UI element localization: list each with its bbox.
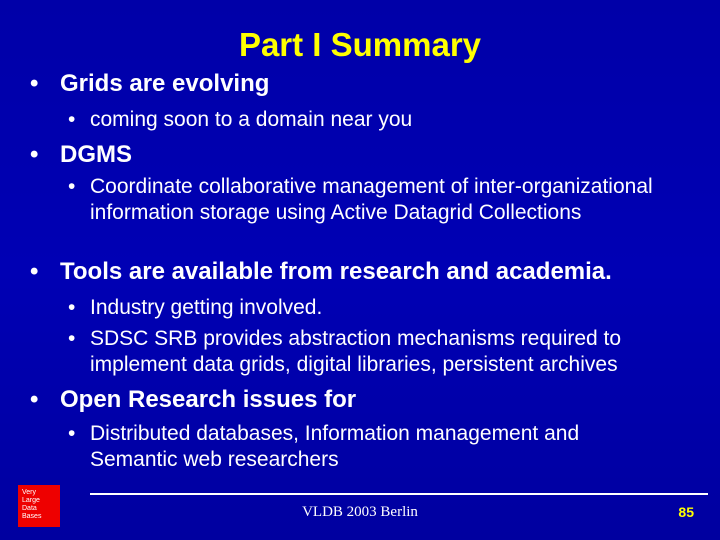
bullet-icon: • [68,327,76,350]
bullet-icon: • [30,258,39,285]
bullet-icon: • [30,386,39,413]
bullet-text: DGMS [60,141,132,168]
sub-bullet-text: coming soon to a domain near you [90,108,413,131]
bullet-icon: • [68,175,76,198]
bullet-icon: • [30,141,39,168]
bullet-icon: • [30,70,39,97]
sub-bullet-text: Distributed databases, Information management and Semantic web researchers [90,422,580,471]
logo-line: Large [22,497,40,504]
sub-bullet-item [68,295,720,321]
page-number: 85 [678,504,694,520]
sub-bullet-text: SDSC SRB provides abstraction mechanisms required to implement data grids, digital libraries, persistent archives [90,327,622,376]
bullet-icon: • [68,108,76,131]
sub-bullet-text: Industry getting involved. [90,296,323,319]
bullet-icon: • [68,296,76,319]
sub-bullet-text: Coordinate collaborative management of inter-organizational information storage using Active Datagrid Collections [90,175,653,224]
logo-line: Bases [22,513,42,520]
logo-line: Very [22,489,37,496]
logo-line: Data [22,505,37,512]
slide-title: Part I Summary [238,26,482,63]
bullet-icon: • [68,422,76,445]
bullet-text: Grids are evolving [60,70,270,97]
footer-text: VLDB 2003 Berlin [302,504,418,520]
sub-bullet-item [68,421,670,473]
sub-bullet-item [68,107,720,133]
footer-divider [90,493,708,495]
sub-bullet-item [68,174,690,226]
bullet-text: Tools are available from research and academia. [60,258,612,285]
sub-bullet-item [68,326,705,378]
bullet-text: Open Research issues for [60,386,357,413]
